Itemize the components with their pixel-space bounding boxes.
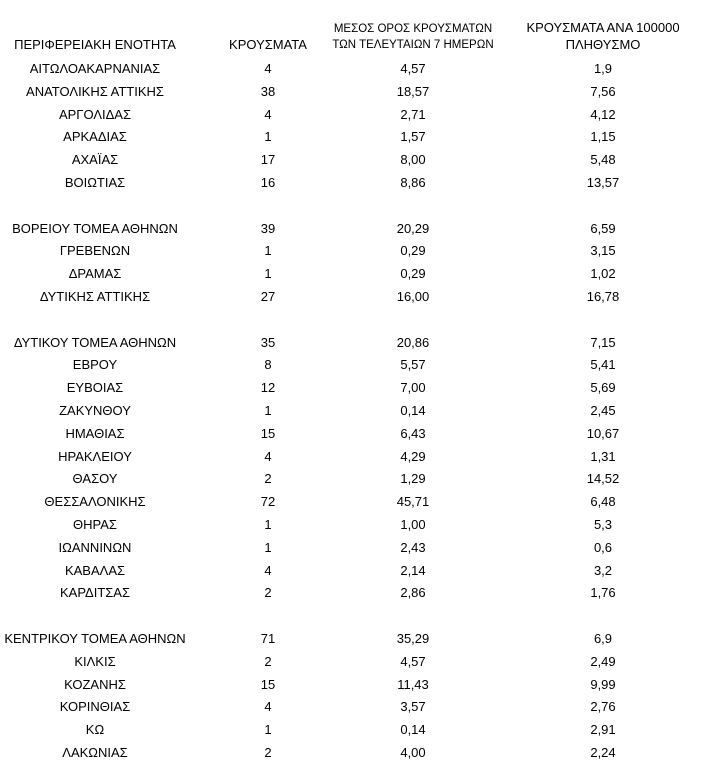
average-cell: 1,00 [400, 516, 426, 532]
region-cell: ΚΟΡΙΝΘΙΑΣ [59, 699, 131, 715]
blank-row [0, 309, 711, 332]
average-cell: 2,86 [400, 585, 426, 601]
header-region [0, 37, 190, 53]
per-100000-cell: 3,15 [590, 243, 616, 259]
per-100000-cell: 5,48 [590, 152, 616, 168]
per-100000-cell: 1,31 [590, 448, 616, 464]
table-row [0, 104, 711, 127]
average-cell: 6,43 [400, 425, 426, 441]
table-row [0, 263, 711, 286]
cases-cell: 15 [260, 676, 276, 692]
cases-cell: 2 [264, 471, 272, 487]
region-cell: ΑΡΓΟΛΙΔΑΣ [58, 106, 132, 122]
blank-row [0, 605, 711, 628]
table-row [0, 149, 711, 172]
cases-cell: 72 [260, 494, 276, 510]
average-cell: 45,71 [396, 494, 430, 510]
region-cell: ΓΡΕΒΕΝΩΝ [59, 243, 131, 259]
region-cell: ΗΡΑΚΛΕΙΟΥ [58, 448, 132, 464]
region-cell: ΑΙΤΩΛΟΑΚΑΡΝΑΝΙΑΣ [29, 61, 161, 76]
table-row [0, 446, 711, 469]
per-100000-cell: 4,12 [590, 106, 616, 122]
cases-cell: 1 [264, 129, 272, 145]
table-row [0, 172, 711, 195]
per-100000-cell: 1,9 [593, 61, 613, 76]
cases-cell: 39 [260, 220, 276, 236]
table-row [0, 240, 711, 263]
table-row [0, 719, 711, 742]
region-cell: ΚΟΖΑΝΗΣ [64, 676, 126, 692]
average-cell: 7,00 [400, 380, 426, 396]
per-100000-cell: 6,48 [590, 494, 616, 510]
table-row [0, 582, 711, 605]
table-row [0, 400, 711, 423]
table-row [0, 332, 711, 355]
header-cases [218, 37, 318, 53]
per-100000-cell: 5,41 [590, 357, 616, 373]
per-100000-cell: 5,3 [593, 516, 613, 532]
average-cell: 11,43 [397, 676, 429, 692]
cases-cell: 12 [260, 380, 276, 396]
region-cell: ΘΗΡΑΣ [73, 516, 117, 532]
cases-cell: 38 [260, 83, 276, 99]
cases-cell: 8 [264, 357, 272, 373]
per-100000-cell: 2,24 [590, 744, 616, 760]
average-cell: 18,57 [396, 83, 430, 99]
region-cell: ΚΙΛΚΙΣ [74, 653, 116, 669]
region-cell: ΚΑΡΔΙΤΣΑΣ [59, 585, 131, 601]
average-cell: 0,29 [400, 243, 426, 259]
cases-cell: 1 [264, 402, 272, 418]
region-cell: ΔΥΤΙΚΟΥ ΤΟΜΕΑ ΑΘΗΝΩΝ [13, 334, 177, 350]
per-100000-cell: 1,76 [590, 585, 616, 601]
table-row [0, 514, 711, 537]
table-row [0, 354, 711, 377]
region-cell: ΕΥΒΟΙΑΣ [66, 380, 124, 396]
per-100000-cell: 2,76 [590, 699, 616, 715]
table-body [0, 58, 711, 765]
per-100000-cell: 0,6 [593, 539, 613, 555]
table-row [0, 468, 711, 491]
table-row [0, 423, 711, 446]
region-cell: ΚΑΒΑΛΑΣ [64, 562, 126, 578]
table-row [0, 560, 711, 583]
table-row [0, 674, 711, 697]
cases-cell: 1 [264, 722, 272, 738]
average-cell: 5,57 [400, 357, 426, 373]
table-row [0, 537, 711, 560]
per-100000-cell: 1,15 [590, 129, 616, 145]
header-avg-line2: ΤΩΝ ΤΕΛΕΥΤΑΙΩΝ 7 ΗΜΕΡΩΝ [332, 39, 494, 51]
per-100000-cell: 6,59 [590, 220, 616, 236]
region-cell: ΘΕΣΣΑΛΟΝΙΚΗΣ [44, 494, 146, 510]
blank-row [0, 195, 711, 218]
header-per-line1: ΚΡΟΥΣΜΑΤΑ ΑΝΑ 100000 [526, 20, 680, 35]
average-cell: 3,57 [400, 699, 426, 715]
per-100000-cell: 14,52 [586, 471, 620, 487]
average-cell: 0,29 [400, 266, 426, 282]
average-cell: 8,86 [400, 174, 426, 190]
table-row [0, 286, 711, 309]
table-row [0, 696, 711, 719]
per-100000-cell: 5,69 [590, 380, 616, 396]
cases-cell: 4 [264, 699, 272, 715]
per-100000-cell: 6,9 [593, 630, 613, 646]
cases-cell: 1 [264, 266, 272, 282]
average-cell: 4,29 [400, 448, 426, 464]
region-cell: ΔΡΑΜΑΣ [68, 266, 122, 282]
cases-cell: 1 [264, 243, 272, 259]
average-cell: 35,29 [396, 630, 430, 646]
per-100000-cell: 7,56 [590, 83, 616, 99]
region-cell: ΔΥΤΙΚΗΣ ΑΤΤΙΚΗΣ [39, 288, 151, 304]
per-100000-cell: 1,02 [590, 266, 616, 282]
per-100000-cell: 13,57 [586, 174, 620, 190]
header-cases-label: ΚΡΟΥΣΜΑΤΑ [229, 37, 307, 52]
average-cell: 0,14 [400, 722, 426, 738]
average-cell: 8,00 [400, 152, 426, 168]
table-row [0, 58, 711, 81]
cases-cell: 71 [260, 630, 276, 646]
average-cell: 1,57 [400, 129, 426, 145]
per-100000-cell: 7,15 [590, 334, 616, 350]
region-cell: ΑΡΚΑΔΙΑΣ [63, 129, 127, 145]
header-region-label: ΠΕΡΙΦΕΡΕΙΑΚΗ ΕΝΟΤΗΤΑ [14, 37, 176, 52]
per-100000-cell: 2,45 [590, 402, 616, 418]
region-cell: ΒΟΙΩΤΙΑΣ [64, 174, 126, 190]
average-cell: 16,00 [396, 288, 430, 304]
cases-cell: 4 [264, 448, 272, 464]
cases-cell: 1 [264, 516, 272, 532]
cases-cell: 2 [264, 585, 272, 601]
region-cell: ΚΩ [85, 722, 105, 738]
region-cell: ΑΧΑΪΑΣ [71, 152, 119, 168]
average-cell: 4,00 [400, 744, 426, 760]
region-cell: ΙΩΑΝΝΙΝΩΝ [58, 539, 132, 555]
region-cell: ΛΑΚΩΝΙΑΣ [62, 744, 128, 760]
region-cell: ΘΑΣΟΥ [72, 471, 118, 487]
region-cell: ΖΑΚΥΝΘΟΥ [59, 402, 131, 418]
header-cases-per-100000 [503, 19, 703, 53]
region-cell: ΚΕΝΤΡΙΚΟΥ ΤΟΜΕΑ ΑΘΗΝΩΝ [4, 630, 186, 646]
region-cell: ΕΒΡΟΥ [72, 357, 118, 373]
cases-cell: 4 [264, 562, 272, 578]
table-row [0, 377, 711, 400]
region-cell: ΑΝΑΤΟΛΙΚΗΣ ΑΤΤΙΚΗΣ [26, 83, 164, 99]
per-100000-cell: 10,67 [586, 425, 620, 441]
header-per-line2: ΠΛΗΘΥΣΜΟ [565, 37, 641, 52]
table-row [0, 218, 711, 241]
cases-cell: 15 [260, 425, 276, 441]
cases-cell: 35 [260, 334, 276, 350]
cases-cell: 16 [260, 174, 276, 190]
cases-cell: 2 [264, 653, 272, 669]
cases-cell: 4 [264, 61, 272, 76]
table-row [0, 742, 711, 765]
cases-cell: 1 [264, 539, 272, 555]
table-row [0, 491, 711, 514]
per-100000-cell: 2,49 [590, 653, 616, 669]
average-cell: 4,57 [400, 61, 426, 76]
cases-cell: 4 [264, 106, 272, 122]
table-row [0, 651, 711, 674]
per-100000-cell: 16,78 [586, 288, 620, 304]
average-cell: 2,43 [400, 539, 426, 555]
average-cell: 2,71 [400, 106, 426, 122]
average-cell: 2,14 [400, 562, 426, 578]
table-row [0, 126, 711, 149]
per-100000-cell: 2,91 [590, 722, 616, 738]
header-seven-day-average [318, 21, 508, 53]
average-cell: 0,14 [400, 402, 426, 418]
cases-cell: 17 [260, 152, 276, 168]
header-avg-line1: ΜΕΣΟΣ ΟΡΟΣ ΚΡΟΥΣΜΑΤΩΝ [333, 23, 493, 35]
per-100000-cell: 9,99 [590, 676, 616, 692]
average-cell: 1,29 [400, 471, 426, 487]
average-cell: 4,57 [400, 653, 426, 669]
region-cell: ΗΜΑΘΙΑΣ [65, 425, 125, 441]
per-100000-cell: 3,2 [593, 562, 613, 578]
average-cell: 20,86 [396, 334, 430, 350]
table-row [0, 81, 711, 104]
cases-cell: 2 [264, 744, 272, 760]
cases-cell: 27 [260, 288, 276, 304]
region-cell: ΒΟΡΕΙΟΥ ΤΟΜΕΑ ΑΘΗΝΩΝ [12, 220, 178, 236]
table-row [0, 628, 711, 651]
average-cell: 20,29 [396, 220, 430, 236]
